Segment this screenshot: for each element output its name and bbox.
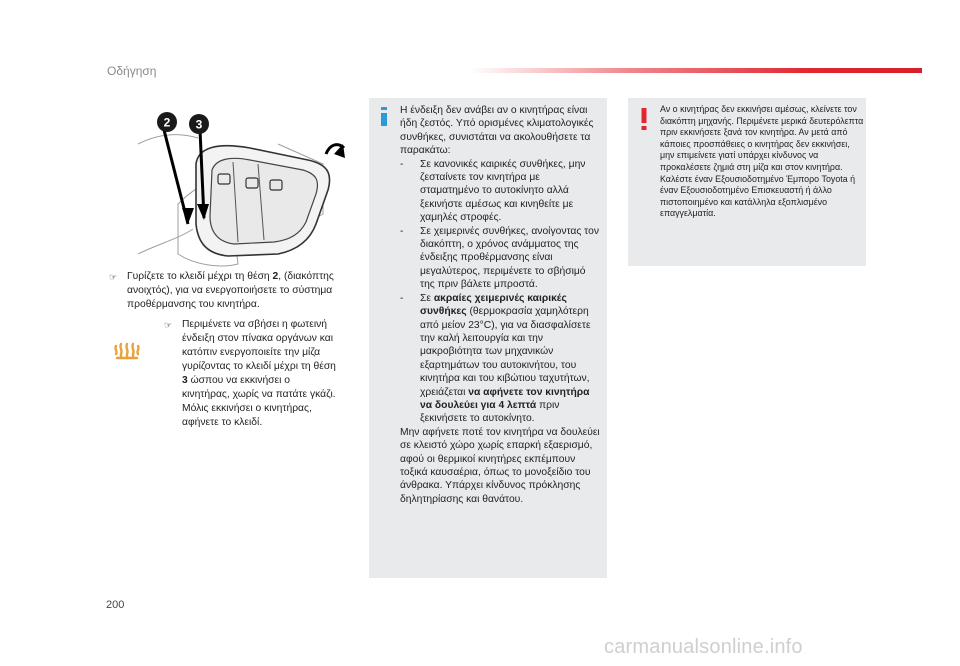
bullet-icon: ☞ <box>109 272 118 282</box>
warning-text: Αν ο κινητήρας δεν εκκινήσει αμέσως, κλείνετε τον διακόπτη μηχανής. Περιμένετε μερικά δευτερόλεπτα πριν εκκινήσετε ξανά τον κινητήρα. Αν μετά από κάποιες προσπάθειες ο κινητήρας δεν εκκινήσει, μην επιμείνετε γιατί υπάρχει κίνδυνος να προκαλέσετε ζημιά στη μίζα και στον κινητήρα. Καλέστε έναν Εξουσιοδοτημένο Έμπορο Toyota ή έναν Εξουσιοδοτημένο Επισκευαστή ή άλλο πιστοποιημένο και κατάλληλα εξοπλισμένο επαγγελματία. <box>660 104 864 219</box>
page-number: 200 <box>106 599 125 611</box>
instruction-step-1 <box>109 270 339 312</box>
instruction-step-2 <box>164 318 339 430</box>
info-item-2: - Σε χειμερινές συνθήκες, ανοίγοντας τον διακόπτη, ο χρόνος ανάμματος της ένδειξης προθέρμανσης είναι μεγαλύτερος, περιμένετε το σβήσιμό της πριν βάλετε μπροστά. <box>400 225 599 291</box>
car-key-fob-illustration <box>138 104 348 274</box>
step-1-text: Γυρίζετε το κλειδί μέχρι τη θέση 2, (διακόπτης ανοιχτός), για να ενεργοποιήσετε το σύστημα προθέρμανσης του κινητήρα. <box>127 271 334 310</box>
watermark: carmanualsonline.info <box>604 636 803 658</box>
warning-icon <box>641 108 647 130</box>
bullet-icon: ☞ <box>164 320 173 330</box>
callout-3: 3 <box>195 117 203 132</box>
info-intro: Η ένδειξη δεν ανάβει αν ο κινητήρας είναι ήδη ζεστός. Υπό ορισμένες κλιματολογικές συνθήκες, συνιστάται να ακολουθήσετε τα παρακάτω: <box>400 105 594 157</box>
info-outro: Μην αφήνετε ποτέ τον κινητήρα να δουλεύει σε κλειστό χώρο χωρίς επαρκή εξαερισμό, αφού οι θερμικοί κινητήρες εκπέμπουν τοξικά καυσαέρια, όπως το μονοξείδιο του άνθρακα. Υπάρχει κίνδυνος πρόκλησης δηλητηρίασης και θανάτου. <box>400 426 600 505</box>
header-accent-bar <box>470 68 922 73</box>
instructions-column <box>109 270 339 430</box>
info-item-3: - Σε ακραίες χειμερινές καιρικές συνθήκες (θερμοκρασία χαμηλότερη από μείον 23°C), για να διασφαλίσετε την καλή λειτουργία και την μακροβιότητα των μηχανικών εξαρτημάτων του αυτοκινήτου, του κινητήρα και του κιβώτιου ταχυτήτων, χρειάζεται να αφήνετε τον κινητήρα να δουλεύει για 4 λεπτά πριν ξεκινήσετε το αυτοκίνητο. <box>400 292 591 425</box>
info-item-1: - Σε κανονικές καιρικές συνθήκες, μην ζεσταίνετε τον κινητήρα με σταματημένο το αυτοκίνητο αλλά ξεκινήστε αμέσως και κινηθείτε με χαμηλές στροφές. <box>400 158 586 224</box>
info-text <box>400 104 602 506</box>
step-2-text: Περιμένετε να σβήσει η φωτεινή ένδειξη στον πίνακα οργάνων και κατόπιν ενεργοποιείτε την μίζα γυρίζοντας το κλειδί μέχρι τη θέση 3 ώσπου να εκκινήσει ο κινητήρας, χωρίς να πατάτε γκάζι. Μόλις εκκινήσει ο κινητήρας, αφήνετε το κλειδί. <box>182 319 336 428</box>
glow-plug-icon <box>114 342 140 364</box>
info-icon <box>380 107 388 126</box>
callout-2: 2 <box>163 115 171 130</box>
section-title: Οδήγηση <box>107 64 157 78</box>
